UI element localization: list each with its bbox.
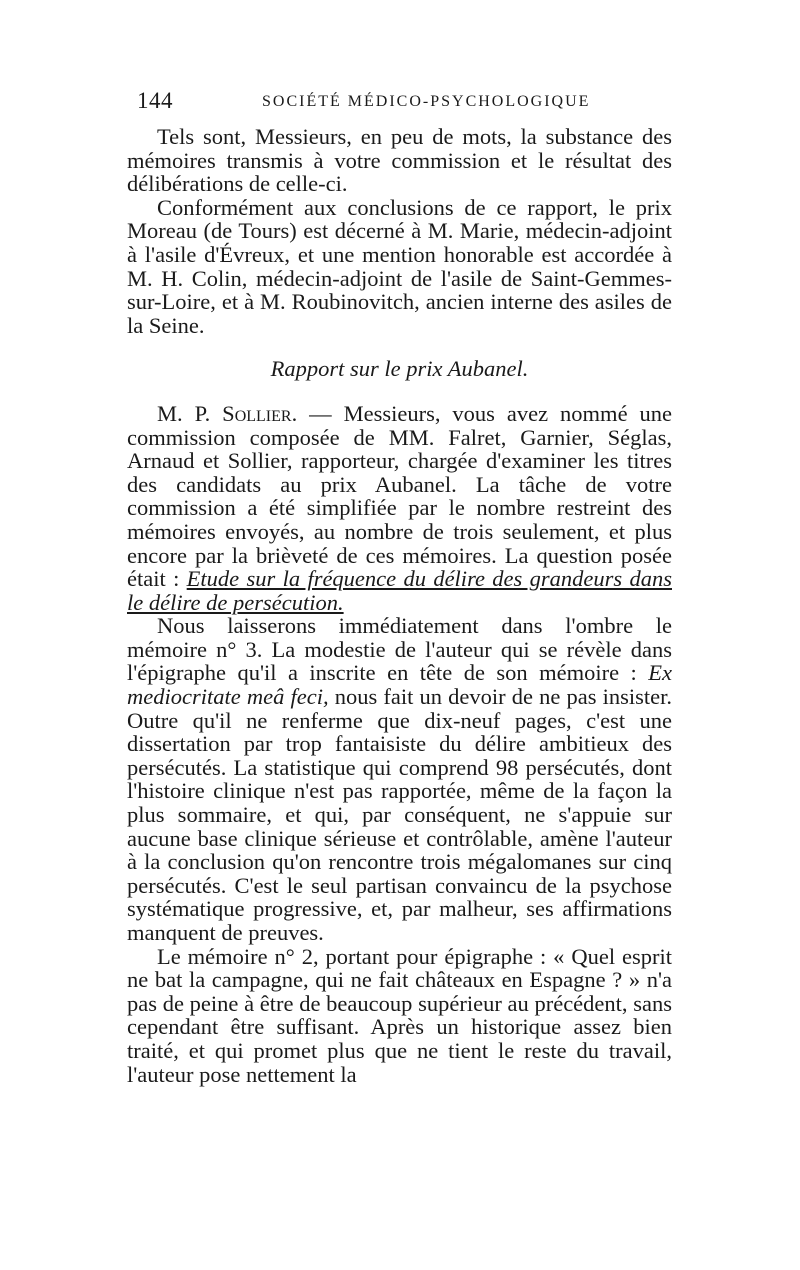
paragraph-memoir-3 <box>127 614 672 944</box>
page-header <box>137 88 672 116</box>
report-intro-text: — Messieurs, vous avez nommé une commission composée de MM. Falret, Garnier, Séglas, Arnaud et Sollier, rapporteur, chargée d'examiner les titres des candidats au prix Aubanel. La tâche de votre commission a été simplifiée par le nombre restreint des mémoires envoyés, au nombre de trois seulement, et plus encore par la brièveté de ces mémoires. La question posée était : <box>127 400 672 592</box>
section-title: Rapport sur le prix Aubanel. <box>270 356 529 382</box>
page-number: 144 <box>137 88 173 113</box>
speaker-name: M. P. Sollier. <box>157 400 298 426</box>
running-head: SOCIÉTÉ MÉDICO-PSYCHOLOGIQUE <box>262 93 591 110</box>
body-text <box>127 125 672 1086</box>
paragraph-report-intro <box>127 402 672 614</box>
question-title: Etude sur la fréquence du délire des grandeurs dans le délire de persécution. <box>127 566 672 615</box>
memoir-3-epigraph: Ex mediocritate meâ feci, <box>127 660 672 710</box>
memoir-3-text-start: Nous laisserons immédiatement dans l'ombre le mémoire n° 3. La modestie de l'auteur qui se révèle dans l'épigraphe qu'il a inscrite en tête de son mémoire : <box>127 613 672 686</box>
paragraph-prize-award: Conformément aux conclusions de ce rapport, le prix Moreau (de Tours) est décerné à M. Marie, médecin-adjoint à l'asile d'Évreux, et une mention honorable est accordée à M. H. Colin, médecin-adjoint de l'asile de Saint-Gemmes-sur-Loire, et à M. Roubinovitch, ancien interne des asiles de la Seine. <box>127 194 672 338</box>
paragraph-conclusion: Tels sont, Messieurs, en peu de mots, la substance des mémoires transmis à votre commission et le résultat des délibérations de celle-ci. <box>127 124 672 197</box>
paragraph-memoir-2: Le mémoire n° 2, portant pour épigraphe : « Quel esprit ne bat la campagne, qui ne fait châteaux en Espagne ? » n'a pas de peine à être de beaucoup supérieur au précédent, sans cependant être suffisant. Après un historique assez bien traité, et qui promet plus que ne tient le reste du travail, l'auteur pose nettement la <box>127 943 672 1087</box>
memoir-3-text-end: nous fait un devoir de ne pas insister. Outre qu'il ne renferme que dix-neuf pages, c'est une dissertation par trop fantaisiste du délire ambitieux des persécutés. La statistique qui comprend 98 persécutés, dont l'histoire clinique n'est pas rapportée, même de la façon la plus sommaire, et qui, par conséquent, ne s'appuie sur aucune base clinique sérieuse et contrôlable, amène l'auteur à la conclusion qu'on rencontre trois mégalomanes sur cinq persécutés. C'est le seul partisan convaincu de la psychose systématique progressive, et, par malheur, ses affirmations manquent de preuves. <box>127 684 672 945</box>
